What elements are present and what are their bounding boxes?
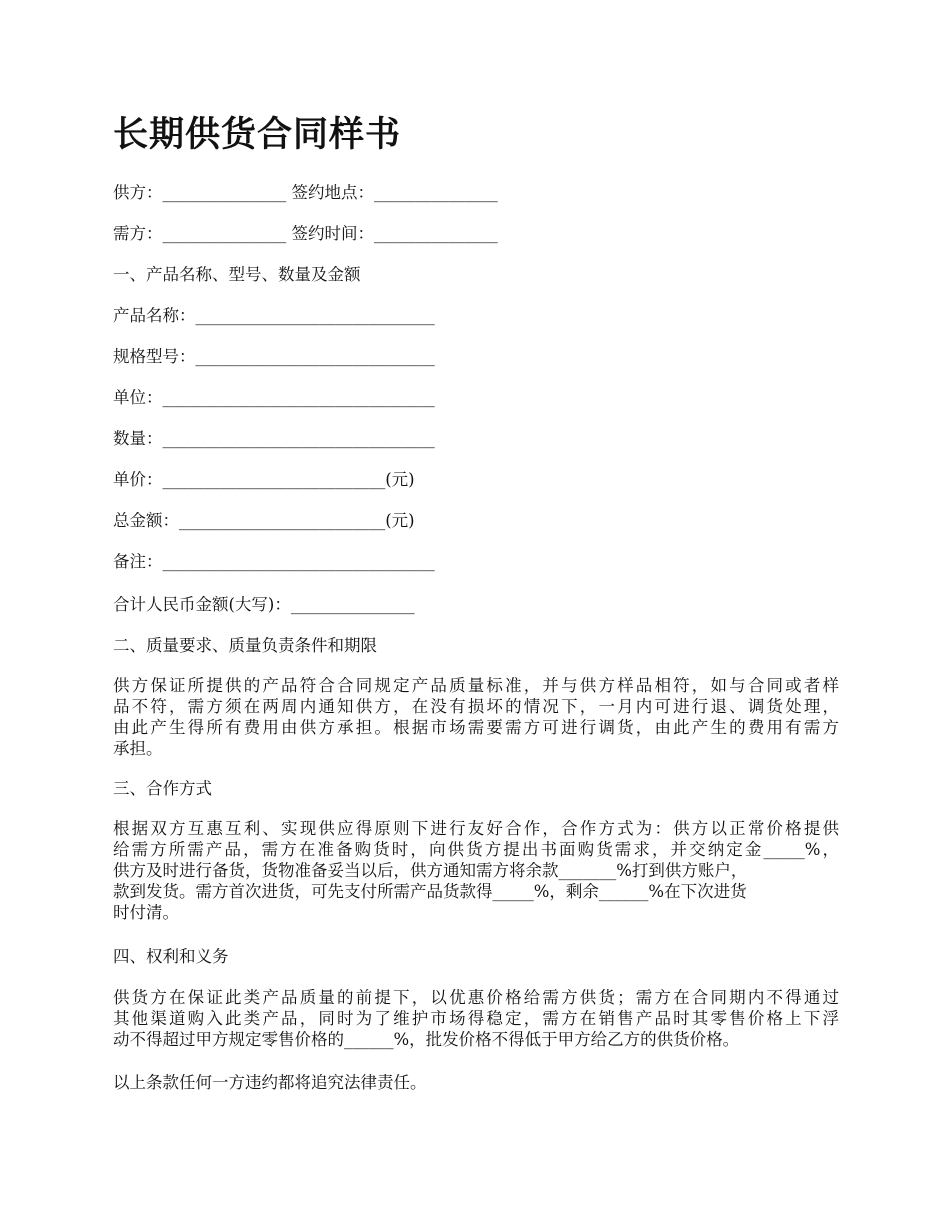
section-4-body <box>113 987 839 1050</box>
closing-statement: 以上条款任何一方违约都将追究法律责任。 <box>113 1073 427 1092</box>
paragraph-line: 品不符，需方须在两周内通知供方，在没有损坏的情况下，一月内可进行退、调货处理， <box>113 697 839 716</box>
field-remarks: 备注：_________________________________ <box>113 552 435 571</box>
paragraph-line: 供货方在保证此类产品质量的前提下，以优惠价格给需方供货；需方在合同期内不得通过 <box>113 988 839 1007</box>
paragraph-line: 根据双方互惠互利、实现供应得原则下进行友好合作，合作方式为：供方以正常价格提供 <box>113 819 839 838</box>
document-title: 长期供货合同样书 <box>113 114 402 155</box>
paragraph-line: 给需方所需产品，需方在准备购货时，向供货方提出书面购货需求，并交纳定金_____%， <box>113 840 839 859</box>
field-unit-price: 单价：___________________________(元) <box>113 470 415 489</box>
paragraph-line: 动不得超过甲方规定零售价格的______%，批发价格不得低于甲方给乙方的供货价格。 <box>113 1030 740 1049</box>
paragraph-line: 供方保证所提供的产品符合合同规定产品质量标准，并与供方样品相符，如与合同或者样 <box>113 676 839 695</box>
section-2-body <box>113 675 839 759</box>
field-total-rmb-uppercase: 合计人民币金额(大写)：_______________ <box>113 595 415 614</box>
field-quantity: 数量：_________________________________ <box>113 429 435 448</box>
field-unit: 单位：_________________________________ <box>113 388 435 407</box>
section-1-heading: 一、产品名称、型号、数量及金额 <box>113 265 361 284</box>
section-4-heading: 四、权利和义务 <box>113 947 229 966</box>
section-3-heading: 三、合作方式 <box>113 779 212 798</box>
paragraph-line: 供方及时进行备货，货物准备妥当以后，供方通知需方将余款_______%打到供方账户， <box>113 861 748 880</box>
section-2-heading: 二、质量要求、质量负责条件和期限 <box>113 636 377 655</box>
paragraph-line: 承担。 <box>113 739 163 758</box>
section-3-body <box>113 818 839 923</box>
field-product-name: 产品名称：_____________________________ <box>113 306 435 325</box>
paragraph-line: 由此产生得所有费用由供方承担。根据市场需要需方可进行调货，由此产生的费用有需方 <box>113 718 839 737</box>
field-total-amount: 总金额：_________________________(元) <box>113 511 415 530</box>
field-model-spec: 规格型号：_____________________________ <box>113 347 435 366</box>
supplier-signing-place-line: 供方：_______________ 签约地点：_______________ <box>113 183 498 202</box>
paragraph-line: 时付清。 <box>113 903 179 922</box>
paragraph-line: 款到发货。需方首次进货，可先支付所需产品货款得_____%，剩余______%在下次进货 <box>113 882 747 901</box>
buyer-signing-time-line: 需方：_______________ 签约时间：_______________ <box>113 224 498 243</box>
paragraph-line: 其他渠道购入此类产品，同时为了维护市场得稳定，需方在销售产品时其零售价格上下浮 <box>113 1009 839 1028</box>
